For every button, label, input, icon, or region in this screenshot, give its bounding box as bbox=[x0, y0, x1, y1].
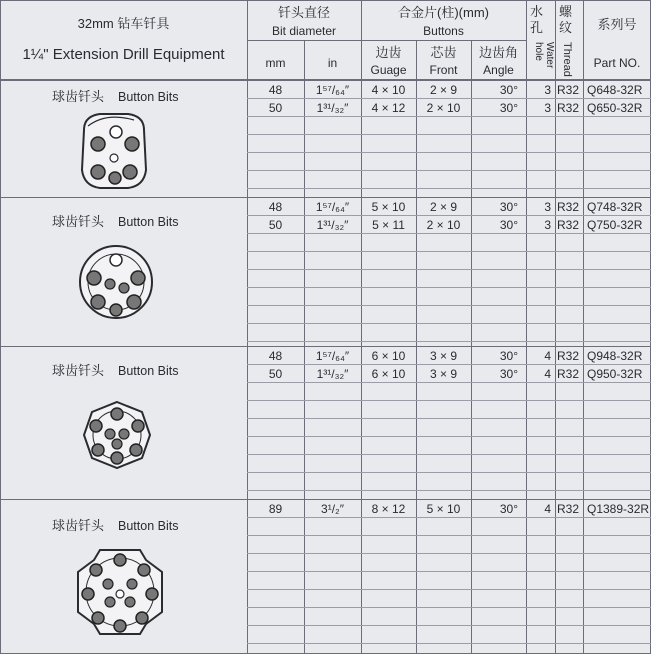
cell-angle: 30° bbox=[499, 83, 518, 97]
thread-en: Thread bbox=[561, 42, 573, 77]
group-1-label-en: Button Bits bbox=[118, 90, 179, 104]
cell-front: 2 × 9 bbox=[429, 200, 458, 214]
row-line bbox=[247, 341, 651, 342]
row-line bbox=[247, 607, 651, 608]
row-line bbox=[247, 251, 651, 252]
cell-front: 2 × 10 bbox=[426, 218, 461, 232]
button-bit-image-2 bbox=[74, 238, 158, 324]
group-separator bbox=[0, 346, 651, 347]
row-line bbox=[247, 418, 651, 419]
row-line bbox=[247, 589, 651, 590]
gauge-cn: 边齿 bbox=[375, 45, 402, 60]
cell-front: 2 × 9 bbox=[429, 83, 458, 97]
cell-gauge: 5 × 11 bbox=[372, 218, 405, 232]
cell-gauge: 6 × 10 bbox=[371, 349, 406, 363]
cell-water: 3 bbox=[544, 218, 551, 232]
cell-mm: 50 bbox=[268, 218, 283, 232]
cell-mm: 48 bbox=[268, 200, 283, 214]
cell-in: 1³¹/₃₂″ bbox=[316, 218, 349, 232]
buttons-en: Buttons bbox=[423, 24, 464, 38]
row-line bbox=[247, 152, 651, 153]
cell-angle: 30° bbox=[499, 200, 518, 214]
cell-in: 1³¹/₃₂″ bbox=[316, 367, 349, 381]
cell-in: 1⁵⁷/₆₄″ bbox=[315, 349, 350, 363]
mm-header: mm bbox=[265, 56, 286, 70]
cell-water: 4 bbox=[544, 367, 551, 381]
group-3-label-cn: 球齿钎头 bbox=[52, 363, 105, 378]
group-4-label-en: Button Bits bbox=[118, 519, 179, 533]
group-separator bbox=[0, 499, 651, 500]
cell-part: Q950-32R bbox=[587, 367, 643, 381]
cell-part: Q948-32R bbox=[587, 349, 643, 363]
row-line bbox=[247, 170, 651, 171]
cell-gauge: 6 × 10 bbox=[371, 367, 406, 381]
row-line bbox=[247, 382, 651, 383]
cell-gauge: 8 × 12 bbox=[371, 502, 406, 516]
row-line bbox=[247, 472, 651, 473]
water-en: Water hole bbox=[533, 42, 555, 69]
row-line bbox=[247, 188, 651, 189]
cell-in: 1³¹/₃₂″ bbox=[316, 101, 349, 115]
cell-gauge: 4 × 12 bbox=[371, 101, 406, 115]
cell-water: 3 bbox=[544, 101, 551, 115]
buttons-subheader-divider bbox=[361, 40, 526, 41]
table-left-border bbox=[0, 0, 1, 654]
column-divider bbox=[471, 40, 472, 654]
title-en: 1¼" Extension Drill Equipment bbox=[22, 46, 225, 63]
cell-thread: R32 bbox=[557, 218, 580, 232]
group-3-label-en: Button Bits bbox=[118, 364, 179, 378]
cell-thread: R32 bbox=[557, 502, 580, 516]
cell-water: 3 bbox=[544, 200, 551, 214]
gauge-en: Guage bbox=[370, 63, 407, 77]
in-header: in bbox=[327, 56, 338, 70]
cell-angle: 30° bbox=[499, 367, 518, 381]
cell-mm: 48 bbox=[268, 349, 283, 363]
group-4-label bbox=[52, 515, 178, 534]
row-line bbox=[247, 553, 651, 554]
cell-water: 4 bbox=[544, 349, 551, 363]
front-cn: 芯齿 bbox=[430, 45, 457, 60]
column-divider bbox=[304, 40, 305, 654]
cell-part: Q648-32R bbox=[587, 83, 643, 97]
row-line bbox=[247, 643, 651, 644]
cell-front: 3 × 9 bbox=[429, 367, 458, 381]
angle-en: Angle bbox=[483, 63, 514, 77]
row-line bbox=[247, 233, 651, 234]
cell-part: Q750-32R bbox=[587, 218, 643, 232]
water-cn: 水孔 bbox=[530, 4, 544, 35]
cell-mm: 89 bbox=[268, 502, 283, 516]
cell-thread: R32 bbox=[557, 367, 580, 381]
row-line bbox=[247, 517, 651, 518]
button-bit-image-4 bbox=[70, 542, 170, 642]
cell-front: 2 × 10 bbox=[426, 101, 461, 115]
front-en: Front bbox=[429, 63, 458, 77]
row-line bbox=[247, 269, 651, 270]
row-line bbox=[247, 400, 651, 401]
row-line bbox=[247, 134, 651, 135]
group-4-label-cn: 球齿钎头 bbox=[52, 518, 105, 533]
group-2-label-cn: 球齿钎头 bbox=[52, 214, 105, 229]
cell-angle: 30° bbox=[499, 101, 518, 115]
row-line bbox=[247, 305, 651, 306]
group-2-label bbox=[52, 211, 178, 230]
bit-diameter-cn: 钎头直径 bbox=[277, 5, 330, 20]
cell-gauge: 5 × 10 bbox=[371, 200, 406, 214]
cell-gauge: 4 × 10 bbox=[371, 83, 406, 97]
cell-mm: 50 bbox=[268, 101, 283, 115]
row-line bbox=[247, 364, 651, 365]
cell-mm: 48 bbox=[268, 83, 283, 97]
partno-en: Part NO. bbox=[593, 56, 641, 70]
group-1-label-cn: 球齿钎头 bbox=[52, 89, 105, 104]
cell-in: 1⁵⁷/₆₄″ bbox=[315, 83, 350, 97]
row-line bbox=[247, 535, 651, 536]
angle-cn: 边齿角 bbox=[478, 45, 518, 60]
cell-part: Q1389-32R bbox=[587, 502, 650, 516]
cell-mm: 50 bbox=[268, 367, 283, 381]
row-line bbox=[247, 571, 651, 572]
title-cn: 32mm 钻车钎具 bbox=[77, 16, 170, 31]
cell-angle: 30° bbox=[499, 349, 518, 363]
table-top-border bbox=[0, 0, 651, 1]
cell-thread: R32 bbox=[557, 101, 580, 115]
row-line bbox=[247, 436, 651, 437]
cell-water: 3 bbox=[544, 83, 551, 97]
cell-part: Q748-32R bbox=[587, 200, 643, 214]
cell-part: Q650-32R bbox=[587, 101, 643, 115]
row-line bbox=[247, 625, 651, 626]
group-2-label-en: Button Bits bbox=[118, 215, 179, 229]
buttons-cn: 合金片(柱)(mm) bbox=[398, 5, 489, 20]
cell-water: 4 bbox=[544, 502, 551, 516]
bit-diameter-en: Bit diameter bbox=[271, 24, 337, 38]
button-bit-image-1 bbox=[76, 108, 152, 192]
row-line bbox=[247, 215, 651, 216]
cell-in: 1⁵⁷/₆₄″ bbox=[315, 200, 350, 214]
group-3-label bbox=[52, 360, 178, 379]
thread-cn: 螺纹 bbox=[559, 4, 573, 35]
row-line bbox=[247, 116, 651, 117]
row-line bbox=[247, 98, 651, 99]
partno-cn: 系列号 bbox=[597, 17, 637, 32]
column-divider bbox=[416, 40, 417, 654]
row-line bbox=[247, 490, 651, 491]
cell-thread: R32 bbox=[557, 83, 580, 97]
cell-angle: 30° bbox=[499, 218, 518, 232]
group-separator bbox=[0, 197, 651, 198]
cell-in: 3¹/₂″ bbox=[321, 502, 344, 516]
row-line bbox=[247, 454, 651, 455]
group-1-label bbox=[52, 86, 178, 105]
cell-front: 3 × 9 bbox=[429, 349, 458, 363]
cell-angle: 30° bbox=[499, 502, 518, 516]
row-line bbox=[247, 287, 651, 288]
cell-thread: R32 bbox=[557, 200, 580, 214]
row-line bbox=[247, 323, 651, 324]
group-separator bbox=[0, 80, 651, 81]
cell-thread: R32 bbox=[557, 349, 580, 363]
cell-front: 5 × 10 bbox=[426, 502, 461, 516]
button-bit-image-3 bbox=[80, 398, 154, 472]
